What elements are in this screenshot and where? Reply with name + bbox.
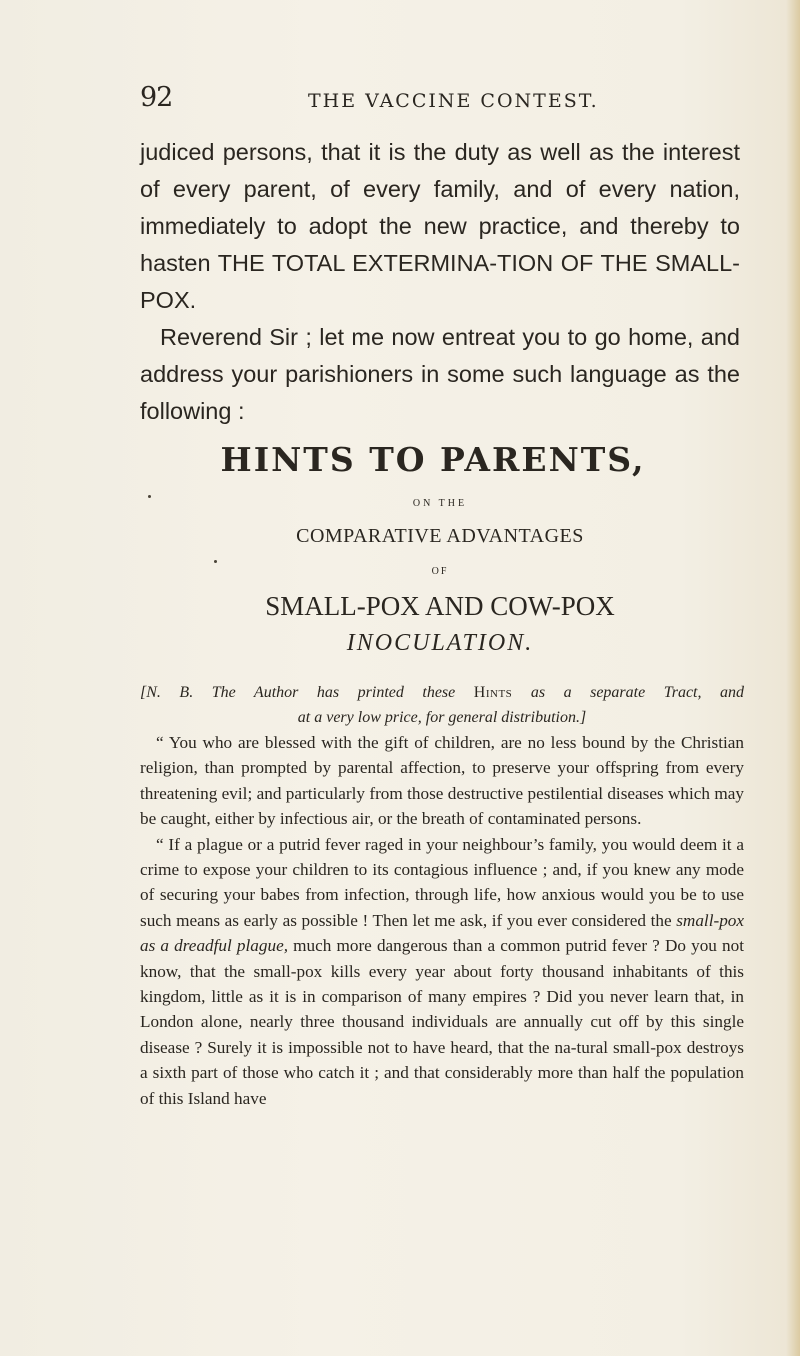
tract-title: HINTS TO PARENTS, bbox=[220, 440, 646, 479]
running-title: THE VACCINE CONTEST. bbox=[308, 90, 599, 112]
quote-paragraph: “ You who are blessed with the gift of children, are no less bound by the Christian religion, than prompted by parental affection, to preserve your offspring from every threatening evil; and particularly from those destructive pestilential diseases which may be caught, either by infectious air, or the breath of contaminated persons. bbox=[140, 733, 744, 829]
quote-text: much more dangerous than a common putrid fever ? Do you not know, that the small-pox kills every year about forty thousand inhabitants of this kingdom, little as it is in comparison of many empires ? Did you never learn that, in London alone, nearly three thousand individuals are annually cut off by this single disease ? Surely it is impossible not to have heard, that the na-tural small-pox destroys a sixth part of those who catch it ; and that considerably more than half the population of this Island have bbox=[140, 936, 744, 1108]
page-edge-shadow bbox=[786, 0, 800, 1356]
note-hints-word: Hints bbox=[473, 684, 513, 701]
print-speck bbox=[148, 495, 151, 498]
body-paragraph: Reverend Sir ; let me now entreat you to go home, and address your parishioners in some such language as the following : bbox=[140, 324, 740, 424]
quote-text: “ If a plague or a putrid fever raged in your neighbour’s family, you would deem it a crime to expose your children to its contagious influence ; and, if you knew any mode of securing your babes from infection, through life, how anxious would you be to use such means as early as possible ! Then let me ask, if you ever considered the bbox=[140, 834, 744, 930]
note-text: as a separate Tract, and bbox=[530, 684, 745, 701]
body-text bbox=[140, 134, 740, 430]
title-connector: OF bbox=[431, 566, 449, 577]
note-line: at a very low price, for general distribution.] bbox=[297, 709, 587, 726]
title-subject: SMALL-POX AND COW-POX bbox=[265, 591, 615, 621]
body-paragraph: judiced persons, that it is the duty as well as the interest of every parent, of every family, and of every nation, immediately to adopt the new practice, and thereby to hasten THE TOTAL EXTERMINA-TION OF THE SMALL-POX. bbox=[140, 139, 740, 313]
page-header bbox=[140, 82, 740, 118]
hints-text bbox=[140, 730, 744, 1111]
quote-emphasis: small-pox as a dreadful plague, bbox=[140, 910, 745, 956]
print-speck bbox=[214, 560, 217, 563]
tract-title-block bbox=[140, 440, 740, 658]
page-number: 92 bbox=[140, 82, 173, 113]
title-subject: COMPARATIVE ADVANTAGES bbox=[296, 525, 584, 547]
title-subject: INOCULATION. bbox=[346, 630, 534, 656]
editorial-note bbox=[140, 680, 744, 730]
note-text: [N. B. The Author has printed these bbox=[140, 684, 456, 701]
quote-paragraph bbox=[140, 832, 744, 1111]
note-line bbox=[140, 680, 744, 705]
title-connector: ON THE bbox=[412, 498, 468, 509]
